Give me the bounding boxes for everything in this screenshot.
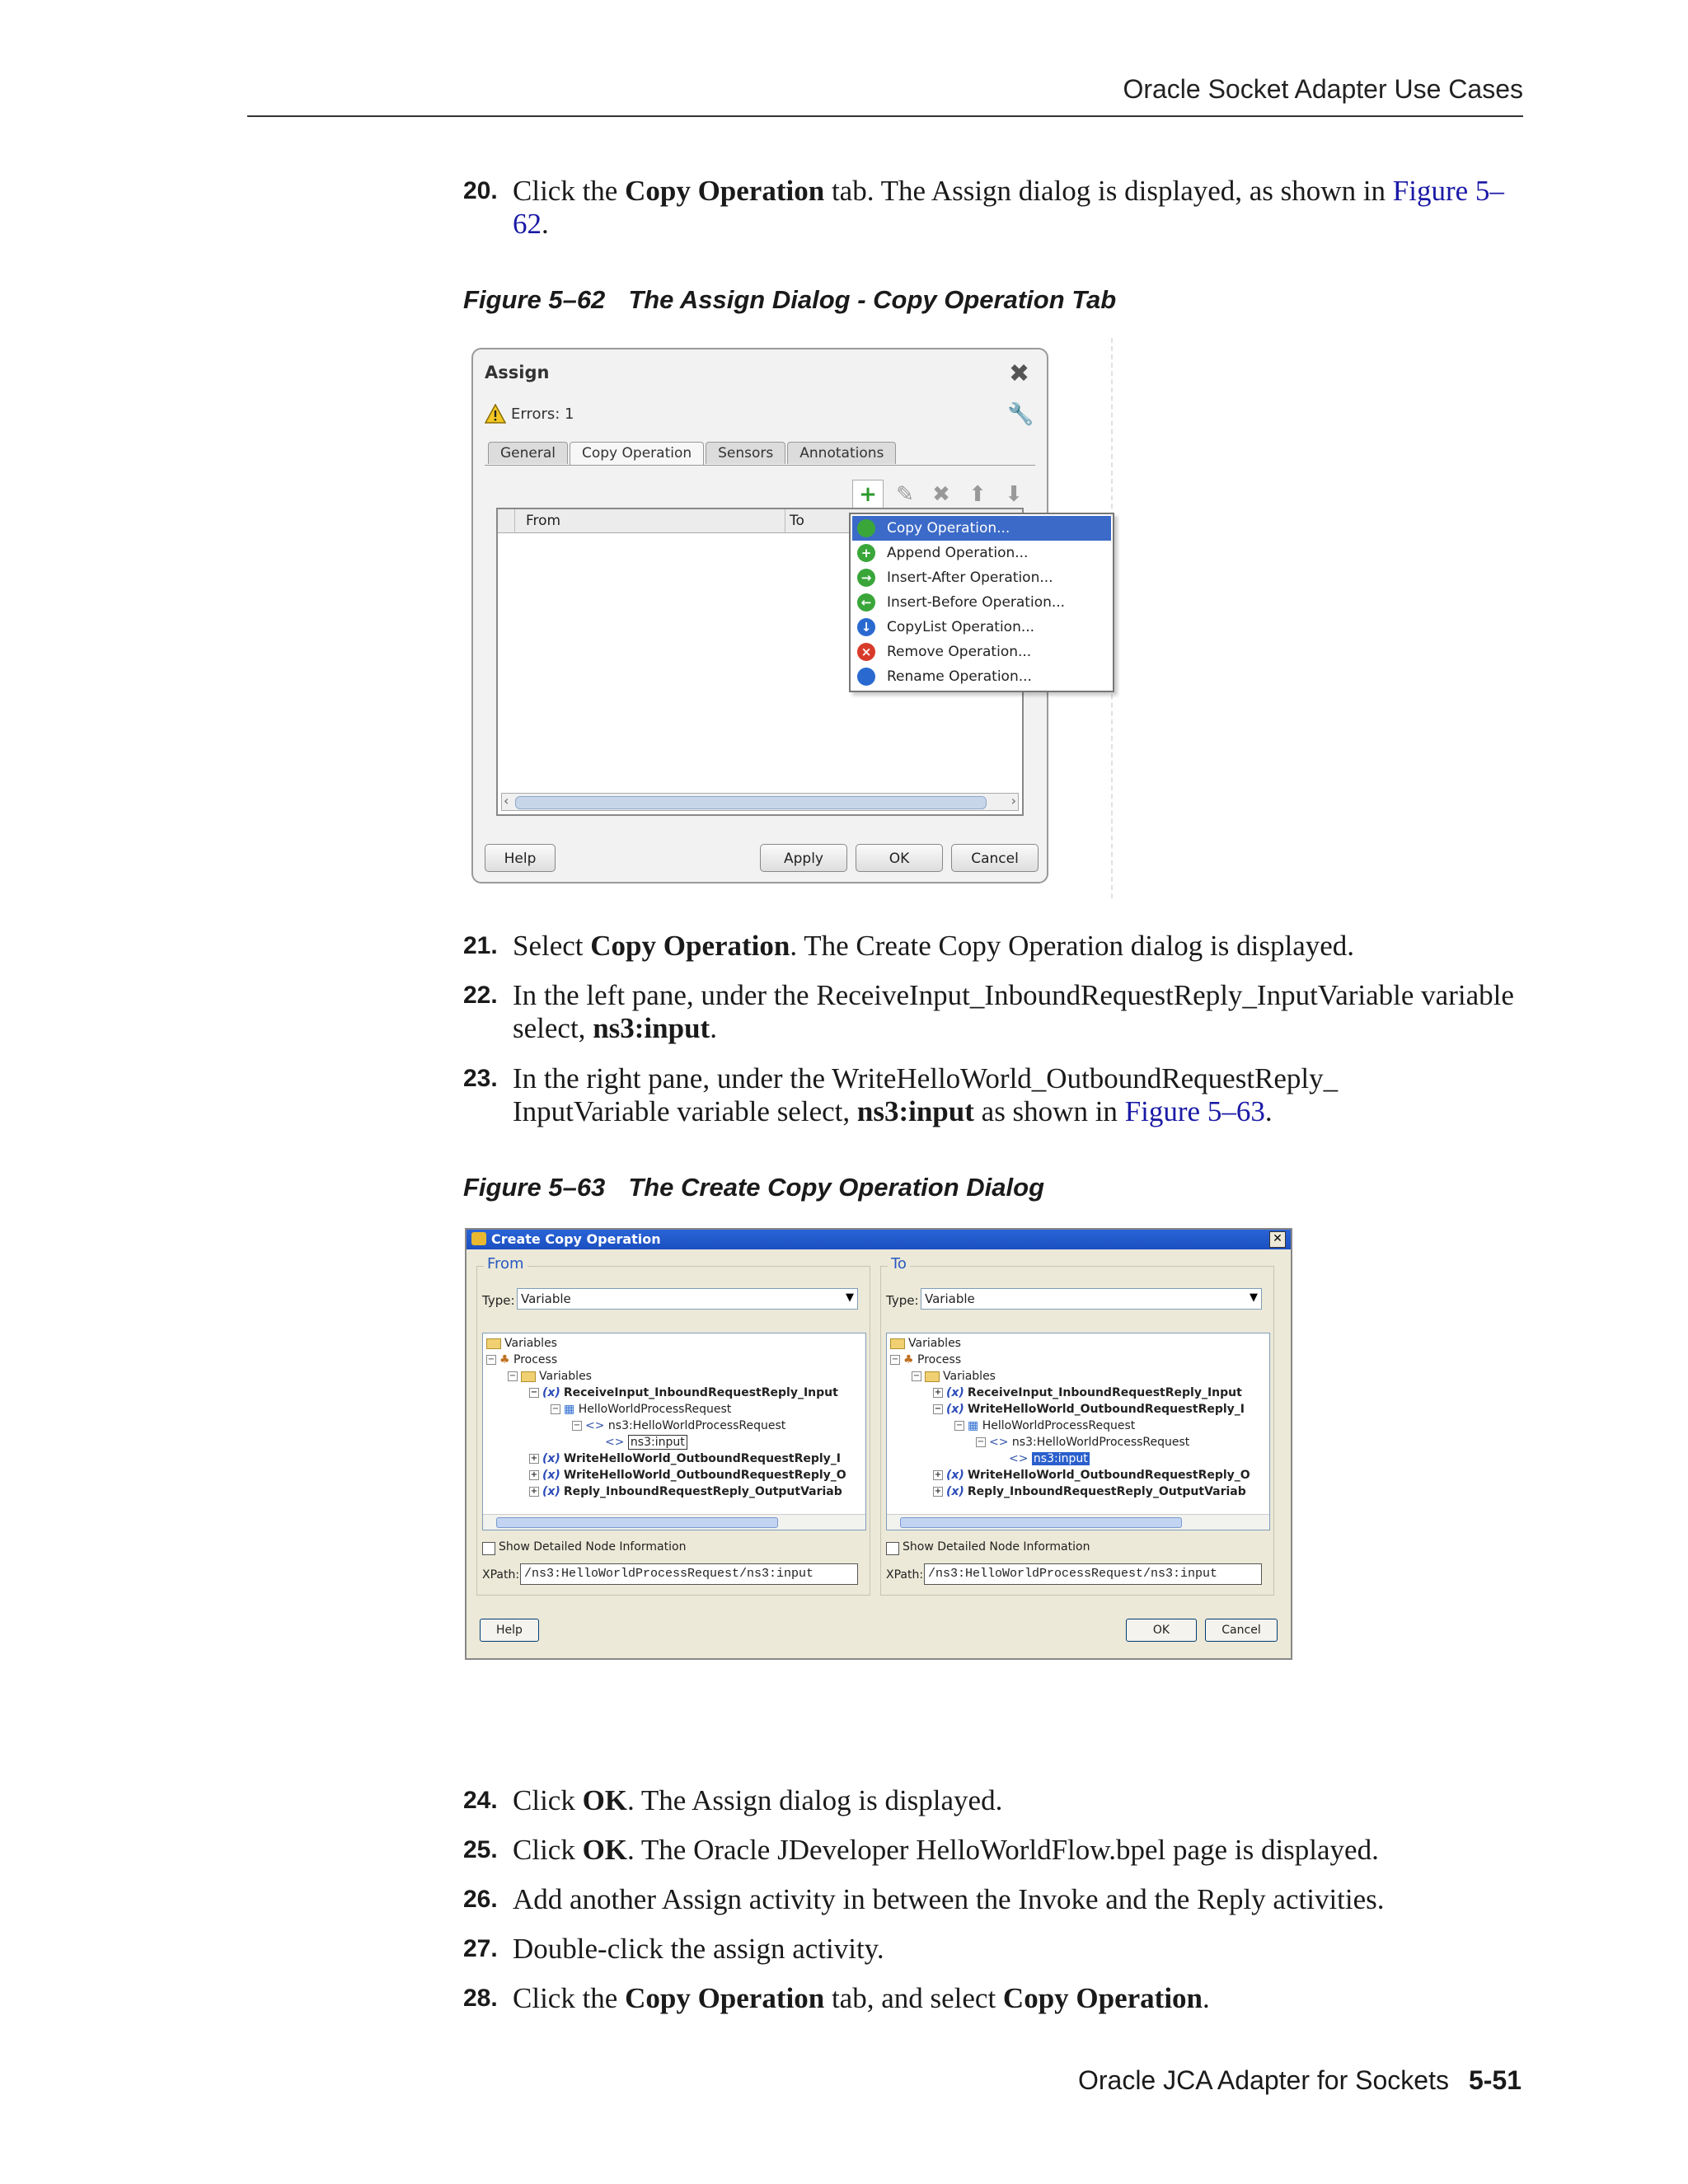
- step-bold: OK: [582, 1834, 628, 1866]
- tree-node-label: ReceiveInput_InboundRequestReply_Input: [967, 1386, 1242, 1399]
- from-type-select[interactable]: [517, 1288, 858, 1310]
- variable-icon: (x): [946, 1403, 964, 1416]
- variable-icon: (x): [946, 1386, 964, 1399]
- move-up-icon[interactable]: ⬆: [968, 482, 987, 507]
- expand-icon[interactable]: +: [530, 1454, 538, 1463]
- tree-node[interactable]: [551, 1403, 731, 1416]
- step-text: Click the: [513, 1982, 626, 2014]
- variable-icon: (x): [542, 1386, 560, 1399]
- menu-item-insert-before[interactable]: [852, 590, 1111, 615]
- chevron-down-icon: ▼: [846, 1291, 854, 1304]
- step-21: [463, 930, 1535, 963]
- tab-bar: [488, 442, 898, 465]
- variable-icon: (x): [946, 1485, 964, 1498]
- show-detail-checkbox[interactable]: [482, 1542, 495, 1555]
- variable-icon: (x): [946, 1469, 964, 1482]
- step-text: .: [1203, 1982, 1210, 2014]
- menu-item-label: Remove Operation...: [887, 644, 1032, 660]
- expand-icon[interactable]: +: [530, 1470, 538, 1479]
- step-text: .: [542, 208, 549, 240]
- cancel-button[interactable]: Cancel: [1205, 1619, 1278, 1642]
- horizontal-scrollbar[interactable]: [483, 1514, 865, 1530]
- tree-node-selected[interactable]: [605, 1436, 687, 1449]
- cancel-button[interactable]: Cancel: [951, 844, 1039, 872]
- xpath-label: XPath:: [482, 1568, 520, 1582]
- add-operation-menu: [849, 513, 1114, 692]
- menu-item-insert-after[interactable]: [852, 565, 1111, 590]
- tree-node[interactable]: [912, 1370, 996, 1383]
- tree-node-label: Variables: [908, 1337, 961, 1350]
- step-text: .: [710, 1012, 717, 1044]
- tree-node-label: HelloWorldProcessRequest: [982, 1419, 1136, 1432]
- menu-item-copylist[interactable]: [852, 615, 1111, 640]
- collapse-icon[interactable]: −: [551, 1404, 560, 1413]
- step-24: [463, 1784, 1535, 1817]
- tree-node[interactable]: [529, 1386, 838, 1399]
- figure-caption: [463, 1173, 1044, 1202]
- step-text: Click the: [513, 175, 626, 207]
- tree-node-label: WriteHelloWorld_OutboundRequestReply_I: [563, 1452, 841, 1465]
- footer-title: Oracle JCA Adapter for Sockets: [1077, 2065, 1449, 2095]
- menu-item-label: Insert-After Operation...: [887, 569, 1053, 586]
- type-label: Type:: [886, 1293, 919, 1308]
- collapse-icon[interactable]: −: [977, 1437, 985, 1446]
- running-header: Oracle Socket Adapter Use Cases: [1123, 74, 1523, 104]
- step-number: 27.: [463, 1935, 498, 1962]
- figure-title: The Assign Dialog - Copy Operation Tab: [628, 285, 1117, 314]
- tree-node-label: ns3:input: [1033, 1452, 1088, 1465]
- tree-node[interactable]: [933, 1403, 1245, 1416]
- step-text: . The Assign dialog is displayed.: [627, 1784, 1003, 1816]
- element-icon: <>: [1009, 1452, 1032, 1465]
- variable-icon: (x): [542, 1452, 560, 1465]
- figure-number: Figure 5–63: [463, 1173, 606, 1202]
- type-value: Variable: [925, 1291, 975, 1306]
- element-icon: <>: [605, 1436, 628, 1449]
- warning-icon: [485, 404, 506, 424]
- step-text: .: [1264, 1095, 1273, 1127]
- tree-node[interactable]: [976, 1436, 1189, 1449]
- step-number: 25.: [463, 1836, 498, 1863]
- remove-icon: ×: [857, 643, 875, 661]
- collapse-icon[interactable]: −: [955, 1421, 964, 1430]
- step-text: tab, and select: [824, 1982, 1003, 2014]
- ok-button[interactable]: OK: [1126, 1619, 1197, 1642]
- tree-node[interactable]: [933, 1469, 1250, 1482]
- message-icon: ▦: [968, 1419, 982, 1432]
- step-bold: ns3:input: [856, 1095, 974, 1127]
- step-text: Select: [513, 930, 591, 962]
- menu-item-remove[interactable]: [852, 640, 1111, 664]
- assign-dialog-figure: [463, 338, 1114, 898]
- figure-link[interactable]: Figure 5–63: [1124, 1095, 1265, 1127]
- from-legend: From: [484, 1255, 528, 1272]
- tree-node-selected[interactable]: [1009, 1452, 1090, 1465]
- tab-sensors[interactable]: Sensors: [706, 442, 785, 464]
- step-text: In the left pane, under the ReceiveInput_InboundRequestReply_InputVariable variable select,: [513, 979, 1514, 1044]
- menu-item-label: Insert-Before Operation...: [887, 594, 1066, 611]
- step-text: . The Oracle JDeveloper HelloWorldFlow.bpel page is displayed.: [627, 1834, 1379, 1866]
- step-number: 24.: [463, 1787, 498, 1814]
- move-down-icon[interactable]: ⬇: [1005, 482, 1023, 507]
- show-detail-checkbox[interactable]: [886, 1542, 899, 1555]
- step-bold: Copy Operation: [1002, 1982, 1203, 2014]
- menu-item-label: Rename Operation...: [887, 668, 1032, 685]
- scroll-thumb[interactable]: [515, 796, 987, 809]
- tree-node-label: ns3:input: [628, 1435, 687, 1450]
- tree-node-label: Process: [513, 1353, 558, 1366]
- step-25: [463, 1834, 1535, 1867]
- folder-icon: [925, 1371, 940, 1382]
- horizontal-scrollbar[interactable]: [887, 1514, 1269, 1530]
- tree-node[interactable]: [529, 1485, 842, 1498]
- collapse-icon[interactable]: −: [530, 1388, 538, 1397]
- step-28: [463, 1982, 1535, 2015]
- folder-icon: [890, 1338, 905, 1349]
- tree-node[interactable]: [933, 1485, 1246, 1498]
- from-variable-tree: [482, 1333, 866, 1530]
- collapse-icon[interactable]: −: [487, 1355, 495, 1364]
- to-type-select[interactable]: [921, 1288, 1262, 1310]
- copy-toolbar: [852, 480, 1029, 509]
- step-text: Click: [513, 1834, 583, 1866]
- type-label: Type:: [482, 1293, 515, 1308]
- element-icon: <>: [585, 1419, 608, 1432]
- step-bold: Copy Operation: [625, 175, 825, 207]
- collapse-icon[interactable]: −: [573, 1421, 581, 1430]
- step-26: [463, 1883, 1535, 1916]
- tree-node[interactable]: [486, 1337, 557, 1350]
- help-button[interactable]: Help: [485, 844, 556, 872]
- menu-item-rename[interactable]: [852, 664, 1111, 689]
- copy-operation-icon: [857, 519, 875, 537]
- tab-general[interactable]: General: [488, 442, 568, 464]
- tree-node[interactable]: [890, 1353, 961, 1366]
- tree-node[interactable]: [572, 1419, 785, 1432]
- variable-icon: (x): [542, 1485, 560, 1498]
- scroll-left-icon[interactable]: ‹: [504, 793, 509, 808]
- type-value: Variable: [521, 1291, 571, 1306]
- page-footer: [1078, 2065, 1522, 2096]
- step-number: 21.: [463, 932, 498, 959]
- tree-node-label: Process: [917, 1353, 962, 1366]
- folder-icon: [521, 1371, 536, 1382]
- tree-node-label: ns3:HelloWorldProcessRequest: [607, 1419, 786, 1432]
- wrench-icon[interactable]: 🔧: [1007, 402, 1034, 427]
- tree-node[interactable]: [508, 1370, 592, 1383]
- step-text: Add another Assign activity in between the Invoke and the Reply activities.: [513, 1883, 1385, 1915]
- step-bold: Copy Operation: [590, 930, 790, 962]
- collapse-icon[interactable]: −: [934, 1404, 942, 1413]
- tree-node[interactable]: [933, 1386, 1242, 1399]
- step-number: 20.: [463, 177, 498, 204]
- to-xpath-field[interactable]: /ns3:HelloWorldProcessRequest/ns3:input: [924, 1563, 1262, 1585]
- step-text: Click: [513, 1784, 583, 1816]
- tree-node-label: WriteHelloWorld_OutboundRequestReply_I: [967, 1403, 1245, 1416]
- step-text: tab. The Assign dialog is displayed, as shown in: [824, 175, 1393, 207]
- to-legend: To: [888, 1255, 910, 1272]
- collapse-icon[interactable]: −: [509, 1371, 517, 1380]
- element-icon: <>: [989, 1436, 1012, 1449]
- step-text: In the right pane, under the WriteHelloWorld_OutboundRequestReply_ InputVariable variable select,: [513, 1062, 1339, 1127]
- column-separator: [514, 509, 515, 532]
- step-bold: ns3:input: [593, 1012, 710, 1044]
- chevron-down-icon: ▼: [1250, 1291, 1258, 1304]
- menu-item-label: Copy Operation...: [887, 520, 1010, 537]
- app-icon: [471, 1232, 486, 1245]
- step-number: 22.: [463, 982, 498, 1009]
- figure-caption: [463, 285, 1116, 315]
- step-22: [463, 979, 1535, 1045]
- errors-count: Errors: 1: [511, 405, 574, 423]
- message-icon: ▦: [564, 1403, 579, 1416]
- header-rule: [247, 115, 1523, 117]
- figure-link[interactable]: Figure 5–62: [513, 175, 1504, 240]
- menu-item-append-operation[interactable]: [852, 541, 1111, 565]
- tree-node-label: Reply_InboundRequestReply_OutputVariab: [563, 1485, 842, 1498]
- step-27: [463, 1933, 1535, 1966]
- insert-before-icon: ←: [857, 593, 875, 612]
- process-icon: ♣: [903, 1353, 918, 1366]
- tree-node-label: Variables: [539, 1370, 592, 1383]
- dialog-title: Create Copy Operation: [491, 1231, 661, 1247]
- close-icon[interactable]: ✖: [1009, 359, 1030, 388]
- tree-node-label: Reply_InboundRequestReply_OutputVariab: [967, 1485, 1246, 1498]
- tree-node[interactable]: [890, 1337, 961, 1350]
- figure-number: Figure 5–62: [463, 285, 606, 314]
- process-icon: ♣: [499, 1353, 514, 1366]
- column-from: From: [526, 513, 561, 529]
- help-button[interactable]: Help: [480, 1619, 539, 1642]
- variable-icon: (x): [542, 1469, 560, 1482]
- horizontal-scrollbar[interactable]: [501, 793, 1019, 811]
- show-detail-label: Show Detailed Node Information: [499, 1540, 687, 1554]
- tree-node-label: Variables: [504, 1337, 557, 1350]
- tab-copy-operation[interactable]: Copy Operation: [570, 442, 704, 466]
- edit-icon[interactable]: ✎: [896, 482, 914, 507]
- add-icon[interactable]: +: [852, 480, 884, 509]
- scroll-right-icon[interactable]: ›: [1010, 793, 1016, 808]
- tree-node-label: Variables: [943, 1370, 996, 1383]
- scroll-thumb[interactable]: [900, 1517, 1182, 1528]
- step-20: [463, 175, 1535, 241]
- step-number: 26.: [463, 1886, 498, 1913]
- delete-icon[interactable]: ✖: [932, 482, 950, 507]
- page-number: 5-51: [1468, 2065, 1522, 2095]
- step-number: 28.: [463, 1985, 498, 2012]
- tree-node-label: ReceiveInput_InboundRequestReply_Input: [563, 1386, 838, 1399]
- tree-node-label: ns3:HelloWorldProcessRequest: [1011, 1436, 1190, 1449]
- expand-icon[interactable]: +: [530, 1487, 538, 1496]
- tree-node[interactable]: [529, 1452, 841, 1465]
- step-text: Double-click the assign activity.: [513, 1933, 884, 1965]
- step-bold: Copy Operation: [625, 1982, 825, 2014]
- close-icon[interactable]: ✕: [1269, 1231, 1286, 1248]
- rename-icon: [857, 668, 875, 686]
- insert-after-icon: →: [857, 569, 875, 587]
- copylist-icon: ↓: [857, 618, 875, 636]
- create-copy-operation-dialog: [465, 1228, 1292, 1660]
- xpath-label: XPath:: [886, 1568, 924, 1582]
- expand-icon[interactable]: +: [934, 1388, 942, 1397]
- step-number: 23.: [463, 1065, 498, 1092]
- expand-icon[interactable]: +: [934, 1487, 942, 1496]
- step-text: as shown in: [973, 1095, 1125, 1127]
- to-group: [880, 1255, 1274, 1596]
- apply-button[interactable]: Apply: [760, 844, 847, 872]
- to-variable-tree: [886, 1333, 1270, 1530]
- tab-annotations[interactable]: Annotations: [787, 442, 896, 464]
- expand-icon[interactable]: +: [934, 1470, 942, 1479]
- folder-icon: [486, 1338, 501, 1349]
- tree-node[interactable]: [954, 1419, 1135, 1432]
- title-bar: [467, 1230, 1291, 1249]
- tree-node-label: WriteHelloWorld_OutboundRequestReply_O: [563, 1469, 846, 1482]
- figure-title: The Create Copy Operation Dialog: [628, 1173, 1045, 1202]
- step-text: . The Create Copy Operation dialog is displayed.: [790, 930, 1355, 962]
- column-to: To: [790, 513, 804, 529]
- collapse-icon[interactable]: −: [891, 1355, 899, 1364]
- menu-item-label: CopyList Operation...: [887, 619, 1035, 635]
- ok-button[interactable]: OK: [856, 844, 943, 872]
- dialog-title: Assign: [485, 363, 550, 382]
- scroll-thumb[interactable]: [496, 1517, 778, 1528]
- tree-node-label: HelloWorldProcessRequest: [578, 1403, 732, 1416]
- append-icon: +: [857, 544, 875, 562]
- step-23: [463, 1062, 1436, 1128]
- tree-node[interactable]: [529, 1469, 846, 1482]
- collapse-icon[interactable]: −: [912, 1371, 921, 1380]
- tree-node[interactable]: [486, 1353, 557, 1366]
- menu-item-label: Append Operation...: [887, 545, 1029, 561]
- tree-node-label: WriteHelloWorld_OutboundRequestReply_O: [967, 1469, 1250, 1482]
- menu-item-copy-operation[interactable]: [852, 516, 1111, 541]
- show-detail-label: Show Detailed Node Information: [903, 1540, 1090, 1554]
- step-bold: OK: [582, 1784, 628, 1816]
- from-xpath-field[interactable]: /ns3:HelloWorldProcessRequest/ns3:input: [520, 1563, 858, 1585]
- from-group: [476, 1255, 870, 1596]
